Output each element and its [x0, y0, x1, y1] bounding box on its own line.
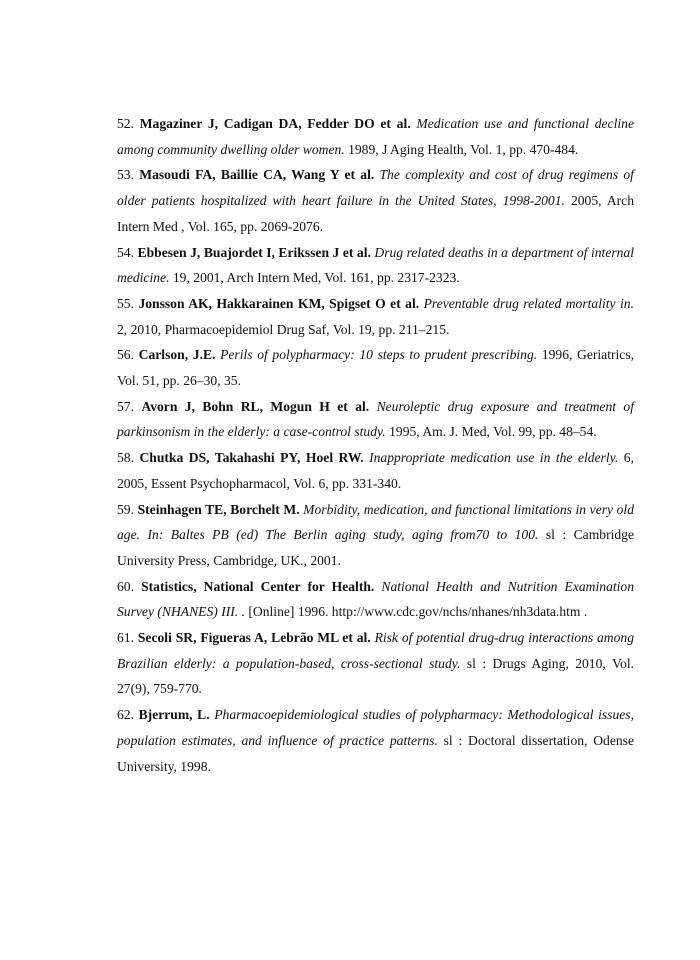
- reference-authors: Secoli SR, Figueras A, Lebrão ML et al.: [137, 630, 371, 646]
- reference-details: [Online] 1996. http://www.cdc.gov/nchs/nhanes/nh3data.htm .: [248, 604, 588, 620]
- reference-details: sl : Doctoral dissertation, Odense University, 1998.: [117, 732, 634, 774]
- reference-title: Perils of polypharmacy: 10 steps to prudent prescribing.: [220, 347, 538, 363]
- reference-number: 56.: [117, 347, 134, 363]
- reference-number: 60.: [117, 578, 134, 594]
- reference-title: Risk of potential drug-drug interactions among Brazilian elderly: a population-based, cross-sectional study.: [117, 630, 635, 671]
- reference-details: sl : Drugs Aging, 2010, Vol. 27(9), 759-770.: [117, 655, 635, 697]
- reference-number: 57.: [117, 398, 134, 414]
- reference-details: sl : Cambridge University Press, Cambridge, UK., 2001.: [117, 527, 635, 568]
- reference-authors: Chutka DS, Takahashi PY, Hoel RW.: [139, 450, 364, 466]
- reference-entry: [117, 111, 634, 162]
- reference-number: 52.: [117, 116, 134, 131]
- reference-title: Preventable drug related mortality in.: [423, 295, 634, 311]
- reference-details: 1995, Am. J. Med, Vol. 99, pp. 48–54.: [389, 424, 597, 440]
- reference-authors: Carlson, J.E.: [138, 347, 216, 363]
- reference-number: 54.: [117, 244, 134, 260]
- reference-number: 61.: [117, 630, 134, 646]
- reference-title: Inappropriate medication use in the elderly.: [369, 450, 619, 466]
- reference-entry: [117, 702, 634, 779]
- reference-entry: [117, 445, 634, 496]
- reference-authors: Masoudi FA, Baillie CA, Wang Y et al.: [139, 167, 375, 183]
- reference-authors: Jonsson AK, Hakkarainen KM, Spigset O et al.: [138, 295, 420, 311]
- reference-number: 59.: [117, 501, 134, 517]
- reference-details: 1989, J Aging Health, Vol. 1, pp. 470-484.: [348, 141, 579, 157]
- reference-entry: [117, 342, 634, 393]
- reference-authors: Magaziner J, Cadigan DA, Fedder DO et al.: [139, 116, 411, 131]
- reference-authors: Ebbesen J, Buajordet I, Erikssen J et al.: [137, 244, 371, 260]
- reference-title: Drug related deaths in a department of internal medicine.: [117, 244, 635, 286]
- reference-entry: [117, 574, 634, 625]
- reference-details: 6, 2005, Essent Psychopharmacol, Vol. 6, pp. 331-340.: [117, 450, 634, 491]
- reference-details: 19, 2001, Arch Intern Med, Vol. 161, pp. 2317-2323.: [172, 270, 460, 286]
- reference-details: 1996, Geriatrics, Vol. 51, pp. 26–30, 35.: [117, 347, 635, 389]
- reference-entry: [117, 162, 634, 239]
- reference-title: Neuroleptic drug exposure and treatment of parkinsonism in the elderly: a case-control study.: [117, 398, 634, 440]
- reference-entry: [117, 394, 634, 445]
- reference-number: 62.: [117, 707, 134, 723]
- reference-title: Morbidity, medication, and functional limitations in very old age. In: Baltes PB (ed) The Berlin aging study, aging from70 to 100.: [117, 501, 634, 543]
- reference-authors: Statistics, National Center for Health.: [141, 578, 375, 594]
- reference-number: 53.: [117, 167, 134, 183]
- reference-number: 55.: [117, 295, 134, 311]
- reference-entry: [117, 497, 634, 574]
- reference-title: The complexity and cost of drug regimens of older patients hospitalized with heart failure in the United States, 1998-2001.: [117, 167, 634, 209]
- reference-list: [117, 111, 634, 779]
- reference-title: Pharmacoepidemiological studies of polypharmacy: Methodological issues, population estimates, and influence of practice patterns.: [117, 707, 634, 748]
- reference-entry: [117, 291, 634, 342]
- reference-authors: Bjerrum, L.: [138, 707, 210, 723]
- reference-details: 2005, Arch Intern Med , Vol. 165, pp. 2069-2076.: [117, 193, 634, 234]
- reference-entry: [117, 240, 634, 291]
- reference-title: Medication use and functional decline among community dwelling older women.: [117, 116, 634, 157]
- reference-authors: Steinhagen TE, Borchelt M.: [137, 501, 300, 517]
- reference-entry: [117, 625, 634, 702]
- reference-number: 58.: [117, 450, 134, 466]
- reference-title: National Health and Nutrition Examination Survey (NHANES) III. .: [117, 578, 635, 620]
- reference-authors: Avorn J, Bohn RL, Mogun H et al.: [141, 398, 370, 414]
- reference-details: 2, 2010, Pharmacoepidemiol Drug Saf, Vol. 19, pp. 211–215.: [117, 321, 450, 337]
